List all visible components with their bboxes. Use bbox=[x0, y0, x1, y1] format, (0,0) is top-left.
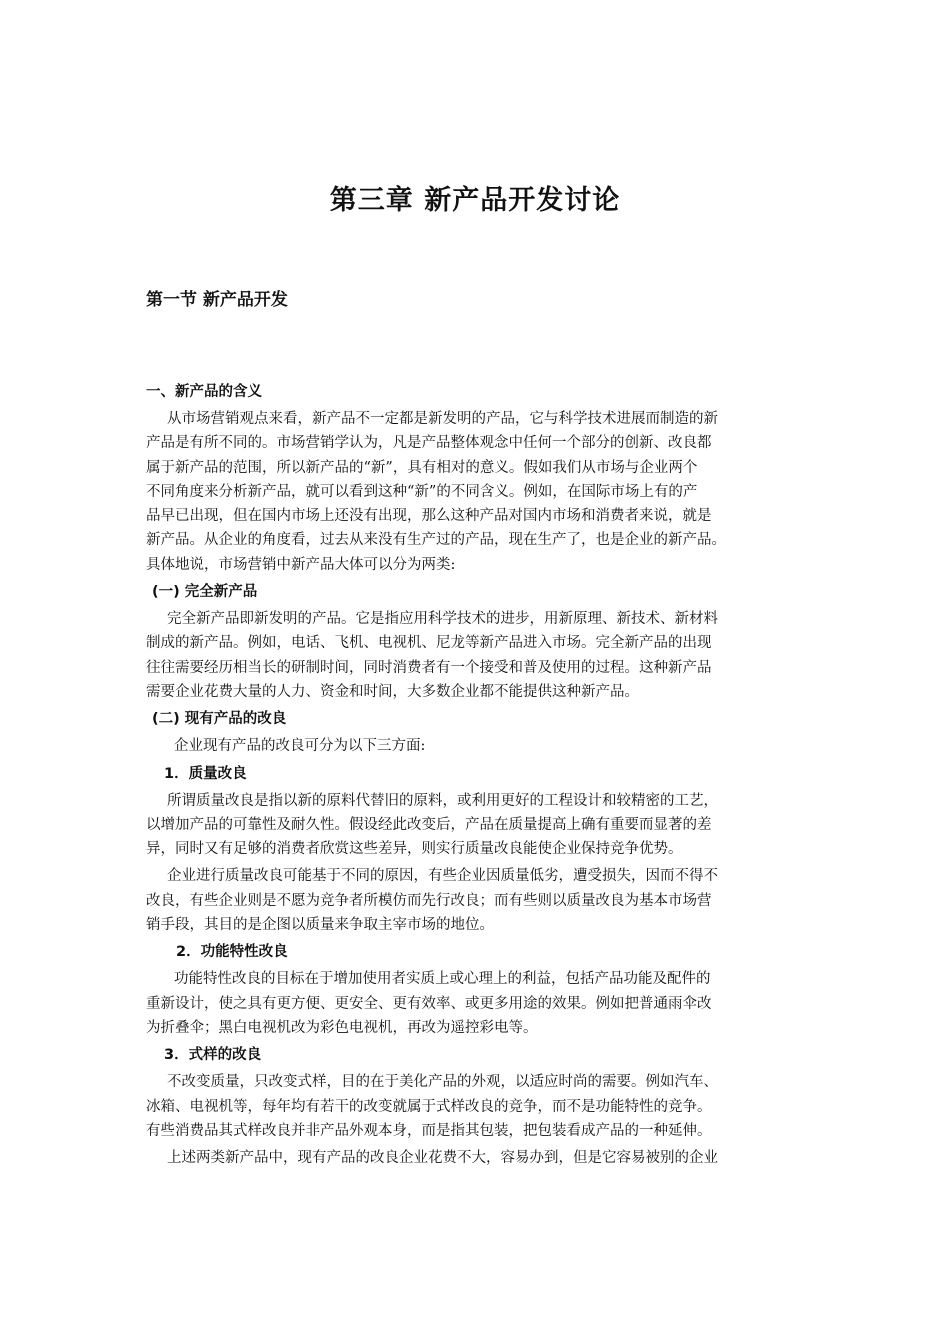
paragraph-line: 不同角度来分析新产品，就可以看到这种“新”的不同含义。例如，在国际市场上有的产 bbox=[146, 483, 698, 500]
numbered-heading: 1．质量改良 bbox=[164, 765, 247, 782]
document-body bbox=[146, 381, 821, 1173]
paragraph-line: 需要企业花费大量的人力、资金和时间，大多数企业都不能提供这种新产品。 bbox=[146, 683, 639, 700]
paragraph-line: 上述两类新产品中，现有产品的改良企业花费不大，容易办到，但是它容易被别的企业 bbox=[167, 1150, 718, 1167]
paragraph-line: 异，同时又有足够的消费者欣赏这些差异，则实行质量改良能使企业保持竞争优势。 bbox=[146, 841, 683, 858]
numbered-heading: 2．功能特性改良 bbox=[176, 944, 288, 961]
paragraph-line: 企业进行质量改良可能基于不同的原因，有些企业因质量低劣，遭受损失，因而不得不 bbox=[167, 868, 718, 885]
category-heading: (二) 现有产品的改良 bbox=[152, 711, 287, 728]
numbered-heading: 3．式样的改良 bbox=[164, 1047, 262, 1064]
paragraph-line: 以增加产品的可靠性及耐久性。假设经此改变后，产品在质量提高上确有重要而显著的差 bbox=[146, 816, 712, 833]
paragraph-line: 有些消费品其式样改良并非产品外观本身，而是指其包装，把包装看成产品的一种延伸。 bbox=[146, 1122, 712, 1139]
paragraph-line: 往往需要经历相当长的研制时间，同时消费者有一个接受和普及使用的过程。这种新产品 bbox=[146, 659, 712, 676]
paragraph-line: 不改变质量，只改变式样，目的在于美化产品的外观，以适应时尚的需要。例如汽车、 bbox=[167, 1074, 718, 1091]
paragraph bbox=[146, 1146, 821, 1170]
section-title: 第一节 新产品开发 bbox=[146, 290, 288, 310]
paragraph bbox=[146, 967, 821, 1040]
paragraph-line: 新产品。从企业的角度看，过去从来没有生产过的产品，现在生产了，也是企业的新产品。 bbox=[146, 532, 726, 549]
paragraph bbox=[146, 1070, 821, 1143]
paragraph-line: 所谓质量改良是指以新的原料代替旧的原料，或利用更好的工程设计和较精密的工艺， bbox=[167, 792, 718, 809]
paragraph-line: 产品是有所不同的。市场营销学认为，凡是产品整体观念中任何一个部分的创新、改良都 bbox=[146, 435, 712, 452]
paragraph bbox=[146, 864, 821, 937]
paragraph-line: 企业现有产品的改良可分为以下三方面: bbox=[174, 738, 426, 755]
paragraph bbox=[146, 734, 821, 758]
chapter-title: 第三章 新产品开发讨论 bbox=[329, 185, 621, 216]
paragraph-line: 冰箱、电视机等，每年均有若干的改变就属于式样改良的竞争，而不是功能特性的竞争。 bbox=[146, 1098, 712, 1115]
paragraph-line: 品早已出现，但在国内市场上还没有出现，那么这种产品对国内市场和消费者来说，就是 bbox=[146, 508, 712, 525]
paragraph-line: 功能特性改良的目标在于增加使用者实质上或心理上的利益，包括产品功能及配件的 bbox=[174, 971, 711, 988]
paragraph bbox=[146, 789, 821, 862]
subsection-heading: 一、新产品的含义 bbox=[146, 384, 262, 400]
paragraph-line: 销手段，其目的是企图以质量来争取主宰市场的地位。 bbox=[146, 917, 494, 934]
paragraph-line: 完全新产品即新发明的产品。它是指应用科学技术的进步，用新原理、新技术、新材料 bbox=[167, 611, 718, 628]
paragraph-line: 为折叠伞；黑白电视机改为彩色电视机，再改为遥控彩电等。 bbox=[146, 1019, 538, 1036]
category-heading: (一) 完全新产品 bbox=[152, 584, 258, 601]
paragraph-line: 制成的新产品。例如，电话、飞机、电视机、尼龙等新产品进入市场。完全新产品的出现 bbox=[146, 635, 712, 652]
paragraph-line: 具体地说，市场营销中新产品大体可以分为两类: bbox=[146, 556, 456, 573]
paragraph bbox=[146, 407, 821, 577]
paragraph-line: 改良，有些企业则是不愿为竞争者所模仿而先行改良；而有些则以质量改良为基本市场营 bbox=[146, 892, 712, 909]
paragraph bbox=[146, 607, 821, 704]
paragraph-line: 重新设计，使之具有更方便、更安全、更有效率、或更多用途的效果。例如把普通雨伞改 bbox=[146, 995, 712, 1012]
paragraph-line: 属于新产品的范围，所以新产品的“新”，具有相对的意义。假如我们从市场与企业两个 bbox=[146, 459, 698, 476]
paragraph-line: 从市场营销观点来看，新产品不一定都是新发明的产品，它与科学技术进展而制造的新 bbox=[167, 411, 718, 427]
